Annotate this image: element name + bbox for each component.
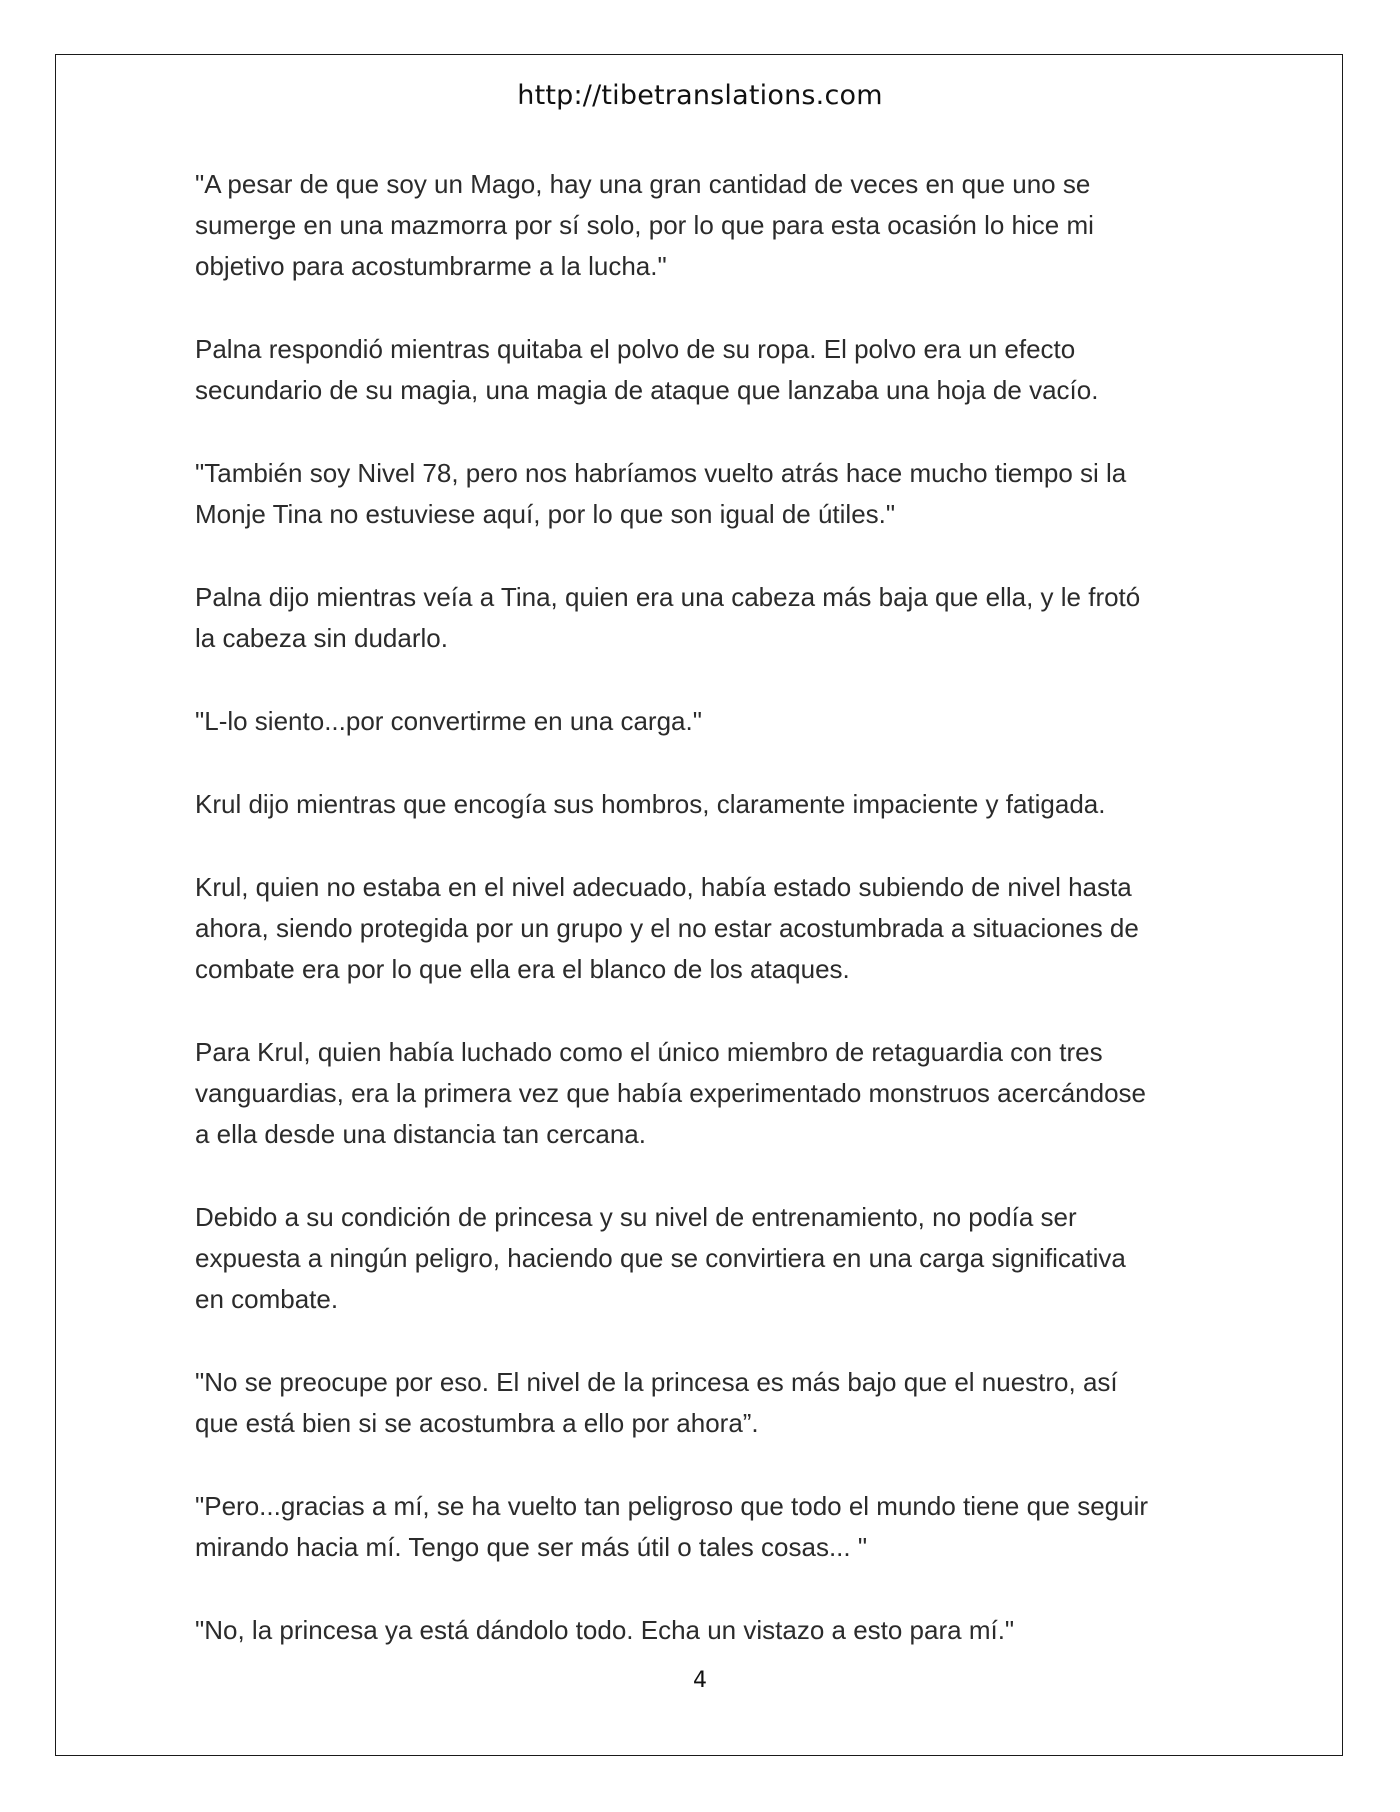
paragraph: Krul, quien no estaba en el nivel adecuado, había estado subiendo de nivel hasta ahora, siendo protegida por un grupo y el no estar acostumbrada a situaciones de combate era por lo que ella era el blanco de los ataques. [195, 872, 1139, 984]
paragraph: "A pesar de que soy un Mago, hay una gran cantidad de veces en que uno se sumerge en una mazmorra por sí solo, por lo que para esta ocasión lo hice mi objetivo para acostumbrarme a la lucha." [195, 169, 1094, 281]
document-body [195, 164, 1235, 1693]
paragraph: "No, la princesa ya está dándolo todo. Echa un vistazo a esto para mí." [195, 1615, 1015, 1645]
paragraph: "Pero...gracias a mí, se ha vuelto tan peligroso que todo el mundo tiene que seguir mirando hacia mí. Tengo que ser más útil o tales cosas... " [195, 1491, 1149, 1562]
paragraph: Para Krul, quien había luchado como el único miembro de retaguardia con tres vanguardias, era la primera vez que había experimentado monstruos acercándose a ella desde una distancia tan cercana. [195, 1037, 1146, 1149]
paragraph: "L-lo siento...por convertirme en una carga." [195, 706, 702, 736]
paragraph: "No se preocupe por eso. El nivel de la princesa es más bajo que el nuestro, así que está bien si se acostumbra a ello por ahora”. [195, 1367, 1118, 1438]
paragraph: Debido a su condición de princesa y su nivel de entrenamiento, no podía ser expuesta a ningún peligro, haciendo que se convirtiera en una carga significativa en combate. [195, 1202, 1126, 1314]
paragraph: Krul dijo mientras que encogía sus hombros, claramente impaciente y fatigada. [195, 789, 1106, 819]
paragraph: Palna dijo mientras veía a Tina, quien era una cabeza más baja que ella, y le frotó la cabeza sin dudarlo. [195, 582, 1141, 653]
header-url: http://tibetranslations.com [517, 80, 883, 111]
page-number: 4 [693, 1668, 707, 1693]
paragraph: Palna respondió mientras quitaba el polvo de su ropa. El polvo era un efecto secundario de su magia, una magia de ataque que lanzaba una hoja de vacío. [195, 334, 1099, 405]
paragraph: "También soy Nivel 78, pero nos habríamos vuelto atrás hace mucho tiempo si la Monje Tina no estuviese aquí, por lo que son igual de útiles." [195, 458, 1127, 529]
